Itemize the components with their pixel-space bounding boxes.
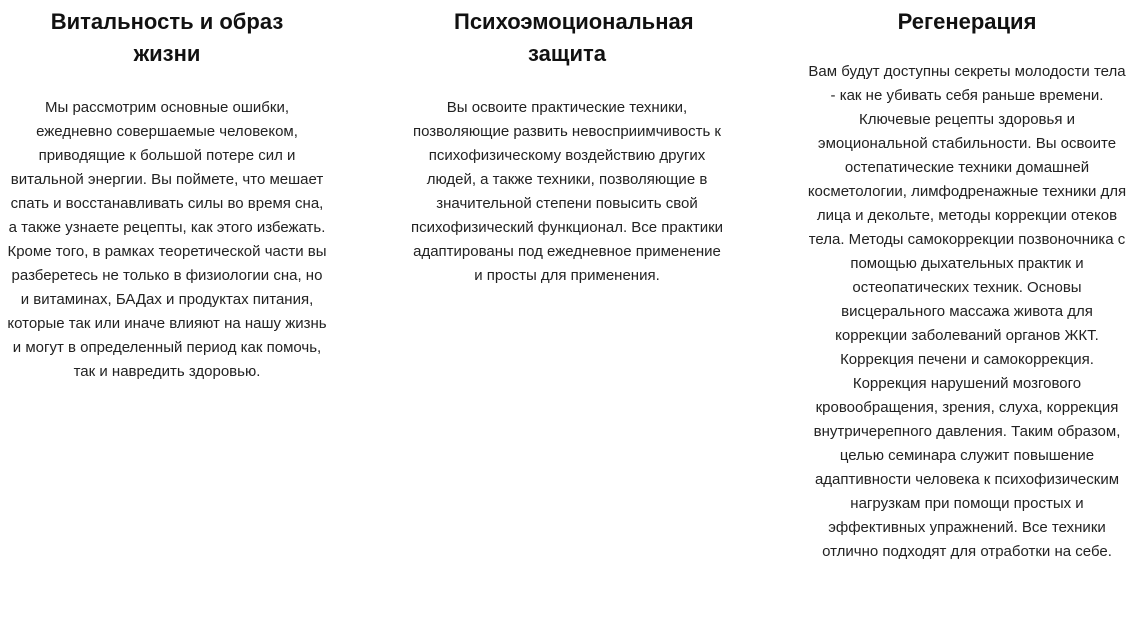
feature-column-regeneration [804,0,1130,564]
column-title: Психоэмоциональная защита [454,9,694,66]
column-description: Вы освоите практические техники, позволяющие развить невосприимчивость к психофизическому воздействию других людей, а также техники, позволяющие в значительной степени повысить свой психофизический функционал. Все практики адаптированы под ежедневное применение и просты для применения. [410,99,724,284]
column-description: Вам будут доступны секреты молодости тела - как не убивать себя раньше времени. Ключевые рецепты здоровья и эмоциональной стабильности. Вы освоите остепатические техники домашней косметологии, лимфодренажные техники для лица и декольте, методы коррекции отеков тела. Методы самокоррекции позвоночника с помощью дыхательных практик и остеопатических техник. Основы висцерального массажа живота для коррекции заболеваний органов ЖКТ. Коррекция печени и самокоррекция. Коррекция нарушений мозгового кровообращения, зрения, слуха, коррекция внутричерепного давления. Таким образом, целью семинара служит повышение адаптивности человека к психофизическим нагрузкам при помощи простых и эффективных упражнений. Все техники отлично подходят для отработки на себе. [807,63,1127,560]
column-title: Витальность и образ жизни [50,9,284,66]
feature-column-psycho-emotional-protection [404,0,730,288]
column-description: Мы рассмотрим основные ошибки, ежедневно совершаемые человеком, приводящие к большой потере сил и витальной энергии. Вы поймете, что мешает спать и восстанавливать силы во время сна, а также узнаете рецепты, как этого избежать. Кроме того, в рамках теоретической части вы разберетесь не только в физиологии сна, но и витаминах, БАДах и продуктах питания, которые так или иначе влияют на нашу жизнь и могут в определенный период как помочь, так и навредить здоровью. [7,99,327,380]
feature-column-vitality [4,0,330,384]
column-title: Регенерация [897,9,1037,34]
